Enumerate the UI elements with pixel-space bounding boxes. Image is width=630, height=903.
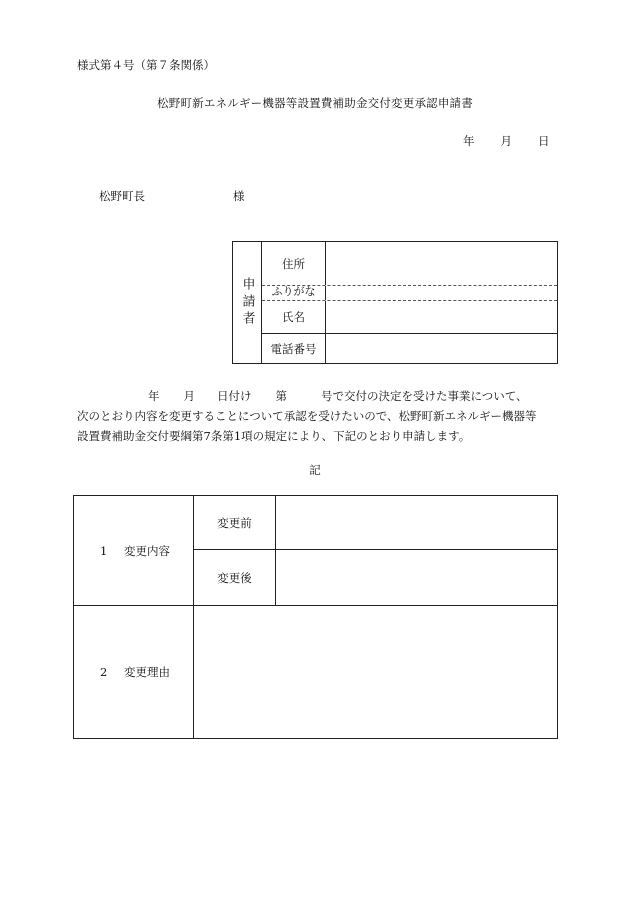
addressee — [99, 188, 245, 204]
applicant-table — [232, 241, 558, 364]
name-field[interactable] — [326, 301, 557, 333]
change-reason-field[interactable] — [194, 606, 557, 738]
document-title: 松野町新エネルギー機器等設置費補助金交付変更承認申請書 — [157, 96, 473, 110]
addressee-honorific: 様 — [233, 189, 245, 203]
applicant-row-furigana — [262, 286, 557, 300]
item2-label: 変更理由 — [124, 665, 170, 679]
paragraph-line-1 — [77, 386, 557, 406]
before-change-label: 変更前 — [194, 496, 276, 550]
paragraph-line-2: 次のとおり内容を変更することについて承認を受けたいので、松野町新エネルギー機器等 — [77, 409, 537, 423]
para-day: 日付け — [217, 389, 252, 403]
furigana-label: ふりがな — [262, 286, 326, 300]
item2-number: 2 — [100, 665, 108, 679]
item1-number: 1 — [100, 543, 108, 558]
furigana-field[interactable] — [326, 286, 557, 300]
item1-label: 変更内容 — [124, 543, 170, 558]
date-day: 日 — [538, 134, 550, 148]
para-year: 年 — [148, 389, 160, 403]
details-table — [73, 495, 558, 739]
form-number: 様式第４号（第７条関係） — [77, 58, 215, 72]
paragraph-line-3: 設置費補助金交付要綱第7条第1項の規定により、下記のとおり申請します。 — [77, 429, 471, 443]
para-dai: 第 — [275, 389, 287, 403]
ki-marker: 記 — [309, 463, 321, 477]
change-reason-label — [74, 606, 194, 738]
after-change-label: 変更後 — [194, 550, 276, 606]
date-line — [463, 133, 550, 149]
applicant-label: 申請者 — [233, 242, 262, 363]
para-line1-rest: 号で交付の決定を受けた事業について、 — [321, 389, 528, 403]
date-month: 月 — [500, 134, 512, 148]
address-label: 住所 — [262, 242, 326, 285]
address-field[interactable] — [326, 242, 557, 285]
applicant-row-phone — [262, 334, 557, 364]
phone-label: 電話番号 — [262, 334, 326, 364]
change-content-label — [74, 496, 194, 606]
date-year: 年 — [463, 134, 475, 148]
phone-field[interactable] — [326, 334, 557, 364]
addressee-name: 松野町長 — [99, 189, 145, 203]
before-change-field[interactable] — [276, 496, 557, 550]
after-change-field[interactable] — [276, 550, 557, 606]
applicant-row-name — [262, 300, 557, 334]
request-paragraph — [77, 386, 557, 446]
name-label: 氏名 — [262, 301, 326, 333]
para-month: 月 — [183, 389, 195, 403]
applicant-row-address — [262, 242, 557, 286]
